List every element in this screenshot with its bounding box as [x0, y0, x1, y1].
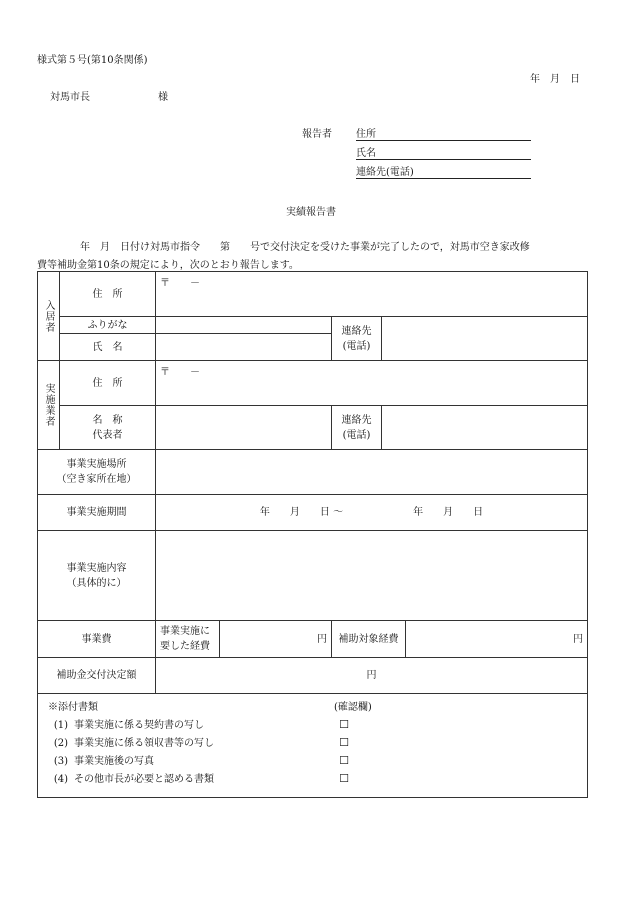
- attachment-number: (1): [53, 719, 69, 731]
- period-field[interactable]: 年 月 日 ～ 年 月 日: [156, 495, 588, 531]
- document-title: 実績報告書: [286, 207, 336, 218]
- resident-furigana-field[interactable]: [156, 317, 332, 334]
- attachment-item: [48, 734, 577, 752]
- cost-sub-line1: 事業実施に: [160, 626, 210, 637]
- content-label-line2: （具体的に）: [66, 577, 127, 589]
- contractor-contact-line1: 連絡先: [341, 414, 372, 426]
- place-label-line2: （空き家所在地）: [56, 474, 137, 485]
- eligible-label: 補助対象経費: [332, 621, 406, 658]
- attachments-title: ※添付書類: [48, 701, 98, 713]
- attachment-text: 事業実施に係る契約書の写し: [74, 719, 204, 731]
- contractor-address-field[interactable]: [156, 361, 588, 406]
- reporter-address-field[interactable]: [356, 125, 531, 141]
- form-number: 様式第５号(第10条関係): [37, 55, 148, 66]
- checkbox-icon[interactable]: ☐: [339, 753, 349, 767]
- cost-yen: 円: [317, 633, 327, 645]
- content-field[interactable]: [156, 531, 588, 621]
- grant-label: 補助金交付決定額: [38, 658, 156, 694]
- contractor-postal: 〒 －: [160, 367, 200, 378]
- attachment-text: 事業実施に係る領収書等の写し: [74, 737, 214, 749]
- attachment-number: (4): [53, 773, 69, 785]
- confirm-title: (確認欄): [334, 701, 372, 713]
- resident-furigana-label: ふりがな: [60, 317, 156, 334]
- reporter-contact-label: 連絡先(電話): [356, 167, 414, 178]
- contractor-contact-line2: (電話): [342, 429, 371, 441]
- attachment-item: [48, 716, 577, 734]
- checkbox-icon[interactable]: ☐: [339, 717, 349, 731]
- contractor-label: 実施業者: [38, 361, 60, 450]
- reporter-name-label: 氏名: [356, 148, 376, 159]
- contractor-contact-label: [332, 406, 382, 450]
- attachment-item: [48, 770, 577, 788]
- attachment-text: 事業実施後の写真: [74, 755, 154, 767]
- contractor-name-label: [60, 406, 156, 450]
- resident-label: 入居者: [38, 272, 60, 361]
- resident-contact-label: [332, 317, 382, 361]
- cost-sub-label: [156, 621, 220, 658]
- attachment-item: [48, 752, 577, 770]
- cost-label: 事業費: [38, 621, 156, 658]
- resident-name-field[interactable]: [156, 334, 332, 361]
- contractor-contact-field[interactable]: [382, 406, 588, 450]
- addressee-suffix: 様: [158, 92, 168, 103]
- attachment-number: (2): [53, 737, 69, 749]
- representative-label: 代表者: [92, 429, 123, 441]
- content-label: [38, 531, 156, 621]
- attachment-text: その他市長が必要と認める書類: [74, 773, 214, 785]
- attachments-section: [38, 694, 588, 798]
- contractor-name-field[interactable]: [156, 406, 332, 450]
- resident-contact-field[interactable]: [382, 317, 588, 361]
- reporter-label: 報告者: [302, 129, 332, 140]
- checkbox-icon[interactable]: ☐: [339, 735, 349, 749]
- report-table: [37, 271, 588, 798]
- period-label: 事業実施期間: [38, 495, 156, 531]
- place-label: [38, 450, 156, 495]
- eligible-yen: 円: [573, 633, 584, 645]
- resident-postal: 〒 －: [160, 278, 200, 289]
- resident-contact-line2: (電話): [342, 340, 371, 352]
- reporter-name-field[interactable]: [356, 144, 531, 160]
- intro-line-2: 費等補助金第10条の規定により，次のとおり報告します。: [37, 260, 299, 271]
- company-name-label: 名 称: [92, 414, 123, 426]
- contractor-address-label: 住 所: [60, 361, 156, 406]
- reporter-contact-field[interactable]: [356, 163, 531, 179]
- attachment-number: (3): [53, 755, 69, 767]
- attachments-header: [48, 698, 577, 716]
- resident-address-label: 住 所: [60, 272, 156, 317]
- grant-field[interactable]: [156, 658, 588, 694]
- grant-yen: 円: [366, 670, 377, 681]
- resident-contact-line1: 連絡先: [341, 325, 372, 337]
- reporter-address-label: 住所: [356, 129, 376, 140]
- addressee: 対馬市長: [50, 92, 90, 103]
- resident-name-label: 氏 名: [60, 334, 156, 361]
- eligible-field[interactable]: [406, 621, 588, 658]
- place-label-line1: 事業実施場所: [66, 459, 127, 470]
- resident-address-field[interactable]: [156, 272, 588, 317]
- intro-line-1: 年 月 日付け対馬市指令 第 号で交付決定を受けた事業が完了したので，対馬市空き家改修: [80, 242, 530, 253]
- checkbox-icon[interactable]: ☐: [339, 771, 349, 785]
- report-date: 年 月 日: [530, 74, 580, 85]
- content-label-line1: 事業実施内容: [66, 562, 127, 574]
- place-field[interactable]: [156, 450, 588, 495]
- cost-sub-line2: 要した経費: [160, 641, 210, 652]
- cost-field[interactable]: [220, 621, 332, 658]
